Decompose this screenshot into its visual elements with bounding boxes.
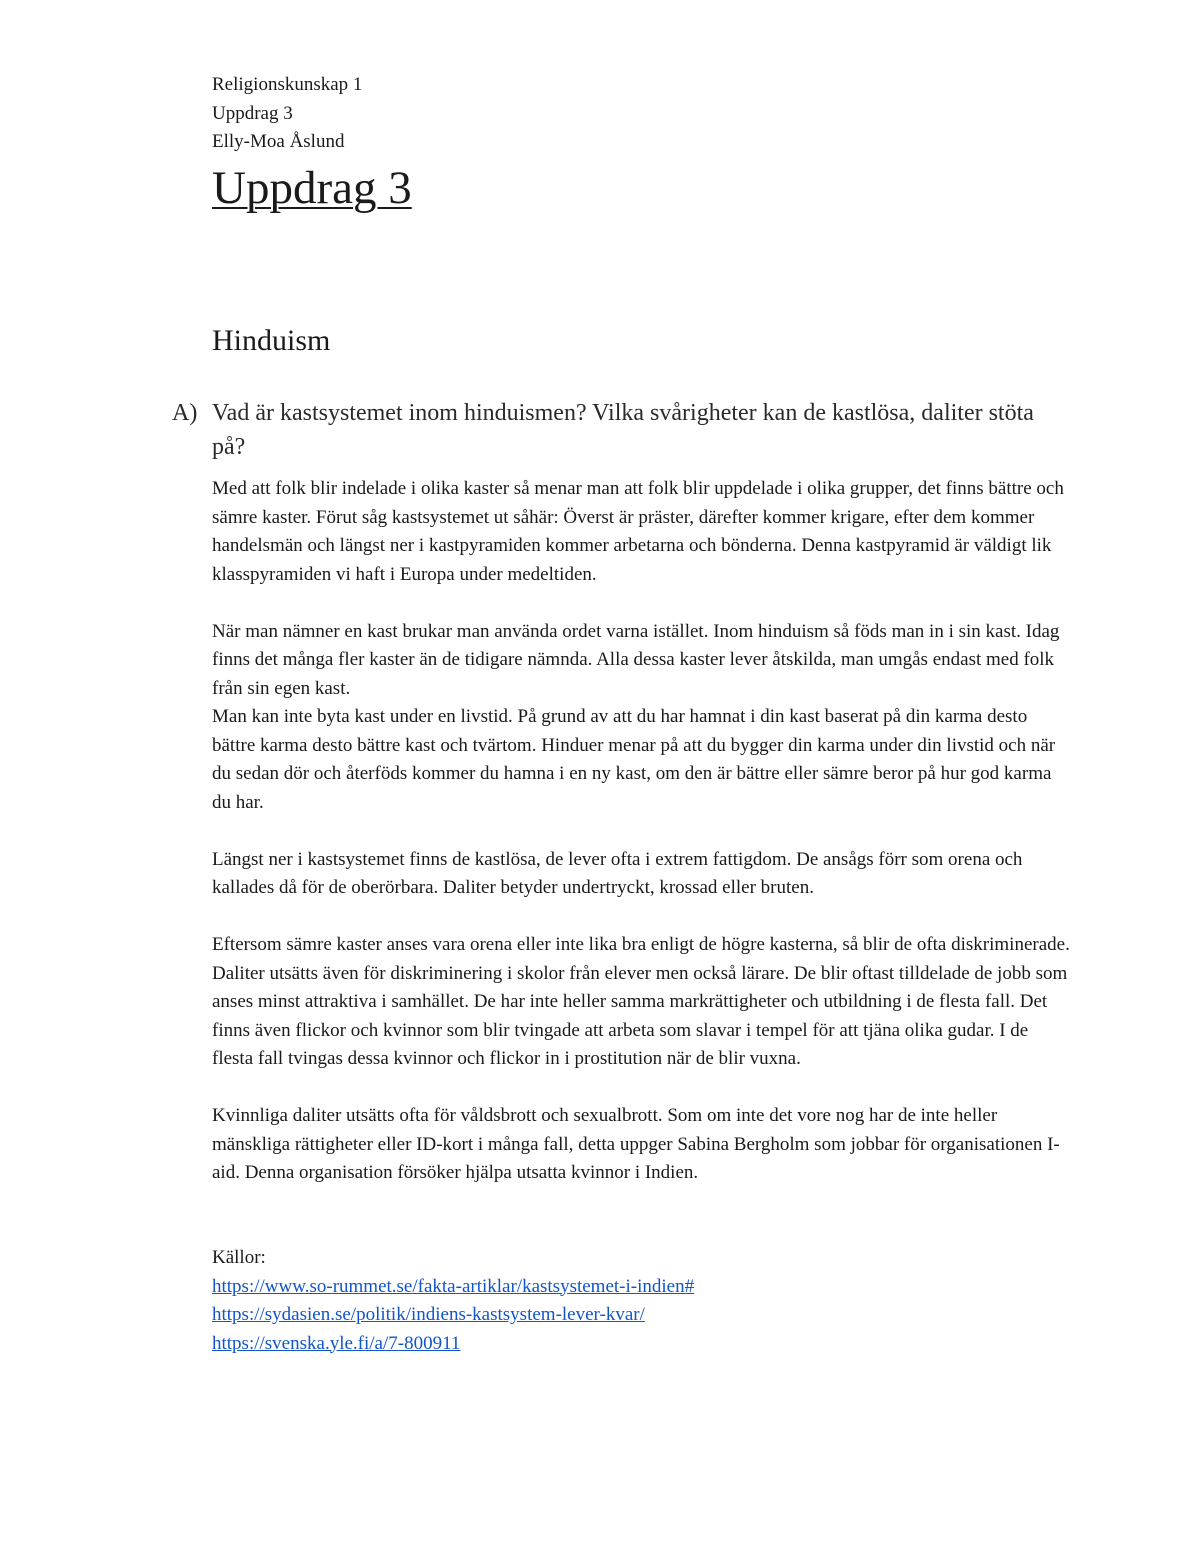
paragraph-karma: Man kan inte byta kast under en livstid. På grund av att du har hamnat i din kast baserat på din karma desto bättre karma desto bättre kast och tvärtom. Hinduer menar på att du bygger din karma under din livstid och när du sedan dör och återföds kommer du hamna i en ny kast, om den är bättre eller sämre beror på hur god karma du har. [212, 706, 1056, 813]
document-header [212, 71, 362, 157]
paragraph-casteless: Längst ner i kastsystemet finns de kastlösa, de lever ofta i extrem fattigdom. De ansågs förr som orena och kallades då för de oberörbara. Daliter betyder undertryckt, krossad eller bruten. [212, 848, 1023, 898]
answer-body [212, 475, 1072, 1216]
page-title: Uppdrag 3 [212, 162, 412, 214]
sources-label: Källor: [212, 1247, 266, 1268]
source-link[interactable]: https://www.so-rummet.se/fakta-artiklar/kastsystemet-i-indien# [212, 1275, 695, 1297]
question-heading [172, 396, 1052, 464]
question-marker: A) [172, 400, 198, 426]
paragraph-dalit-women: Kvinnliga daliter utsätts ofta för våldsbrott och sexualbrott. Som om inte det vore nog har de inte heller mänskliga rättigheter eller ID-kort i många fall, detta uppger Sabina Bergholm som jobbar för organisationen I-aid. Denna organisation försöker hjälpa utsatta kvinnor i Indien. [212, 1105, 1060, 1183]
paragraph-caste-definition: Med att folk blir indelade i olika kaster så menar man att folk blir uppdelade i olika grupper, det finns bättre och sämre kaster. Förut såg kastsystemet ut såhär: Överst är präster, därefter kommer krigare, efter dem kommer handelsmän och längst ner i kastpyramiden kommer arbetarna och bönderna. Denna kastpyramid är väldigt lik klasspyramiden vi haft i Europa under medeltiden. [212, 478, 1064, 585]
paragraph-discrimination: Eftersom sämre kaster anses vara orena eller inte lika bra enligt de högre kasterna, så blir de ofta diskriminerade. Daliter utsätts även för diskriminering i skolor från elever men också lärare. De blir oftast tilldelade de jobb som anses minst attraktiva i samhället. De har inte heller samma markrättigheter och utbildning i de flesta fall. Det finns även flickor och kvinnor som blir tvingade att arbeta som slavar i tempel för att tjäna olika gudar. I de flesta fall tvingas dessa kvinnor och flickor in i prostitution när de blir vuxna. [212, 934, 1070, 1069]
section-heading: Hinduism [212, 324, 331, 357]
source-link[interactable]: https://svenska.yle.fi/a/7-800911 [212, 1332, 461, 1354]
assignment-name: Uppdrag 3 [212, 102, 293, 124]
course-name: Religionskunskap 1 [212, 74, 363, 95]
sources-section [212, 1244, 694, 1358]
question-text: Vad är kastsystemet inom hinduismen? Vilka svårigheter kan de kastlösa, daliter stöta på? [212, 400, 1034, 460]
source-link[interactable]: https://sydasien.se/politik/indiens-kastsystem-lever-kvar/ [212, 1304, 645, 1325]
author-name: Elly-Moa Åslund [212, 131, 345, 152]
paragraph-varna: När man nämner en kast brukar man använda ordet varna istället. Inom hinduism så föds man in i sin kast. Idag finns det många fler kaster än de tidigare nämnda. Alla dessa kaster lever åtskilda, man umgås endast med folk från sin egen kast. [212, 620, 1060, 699]
